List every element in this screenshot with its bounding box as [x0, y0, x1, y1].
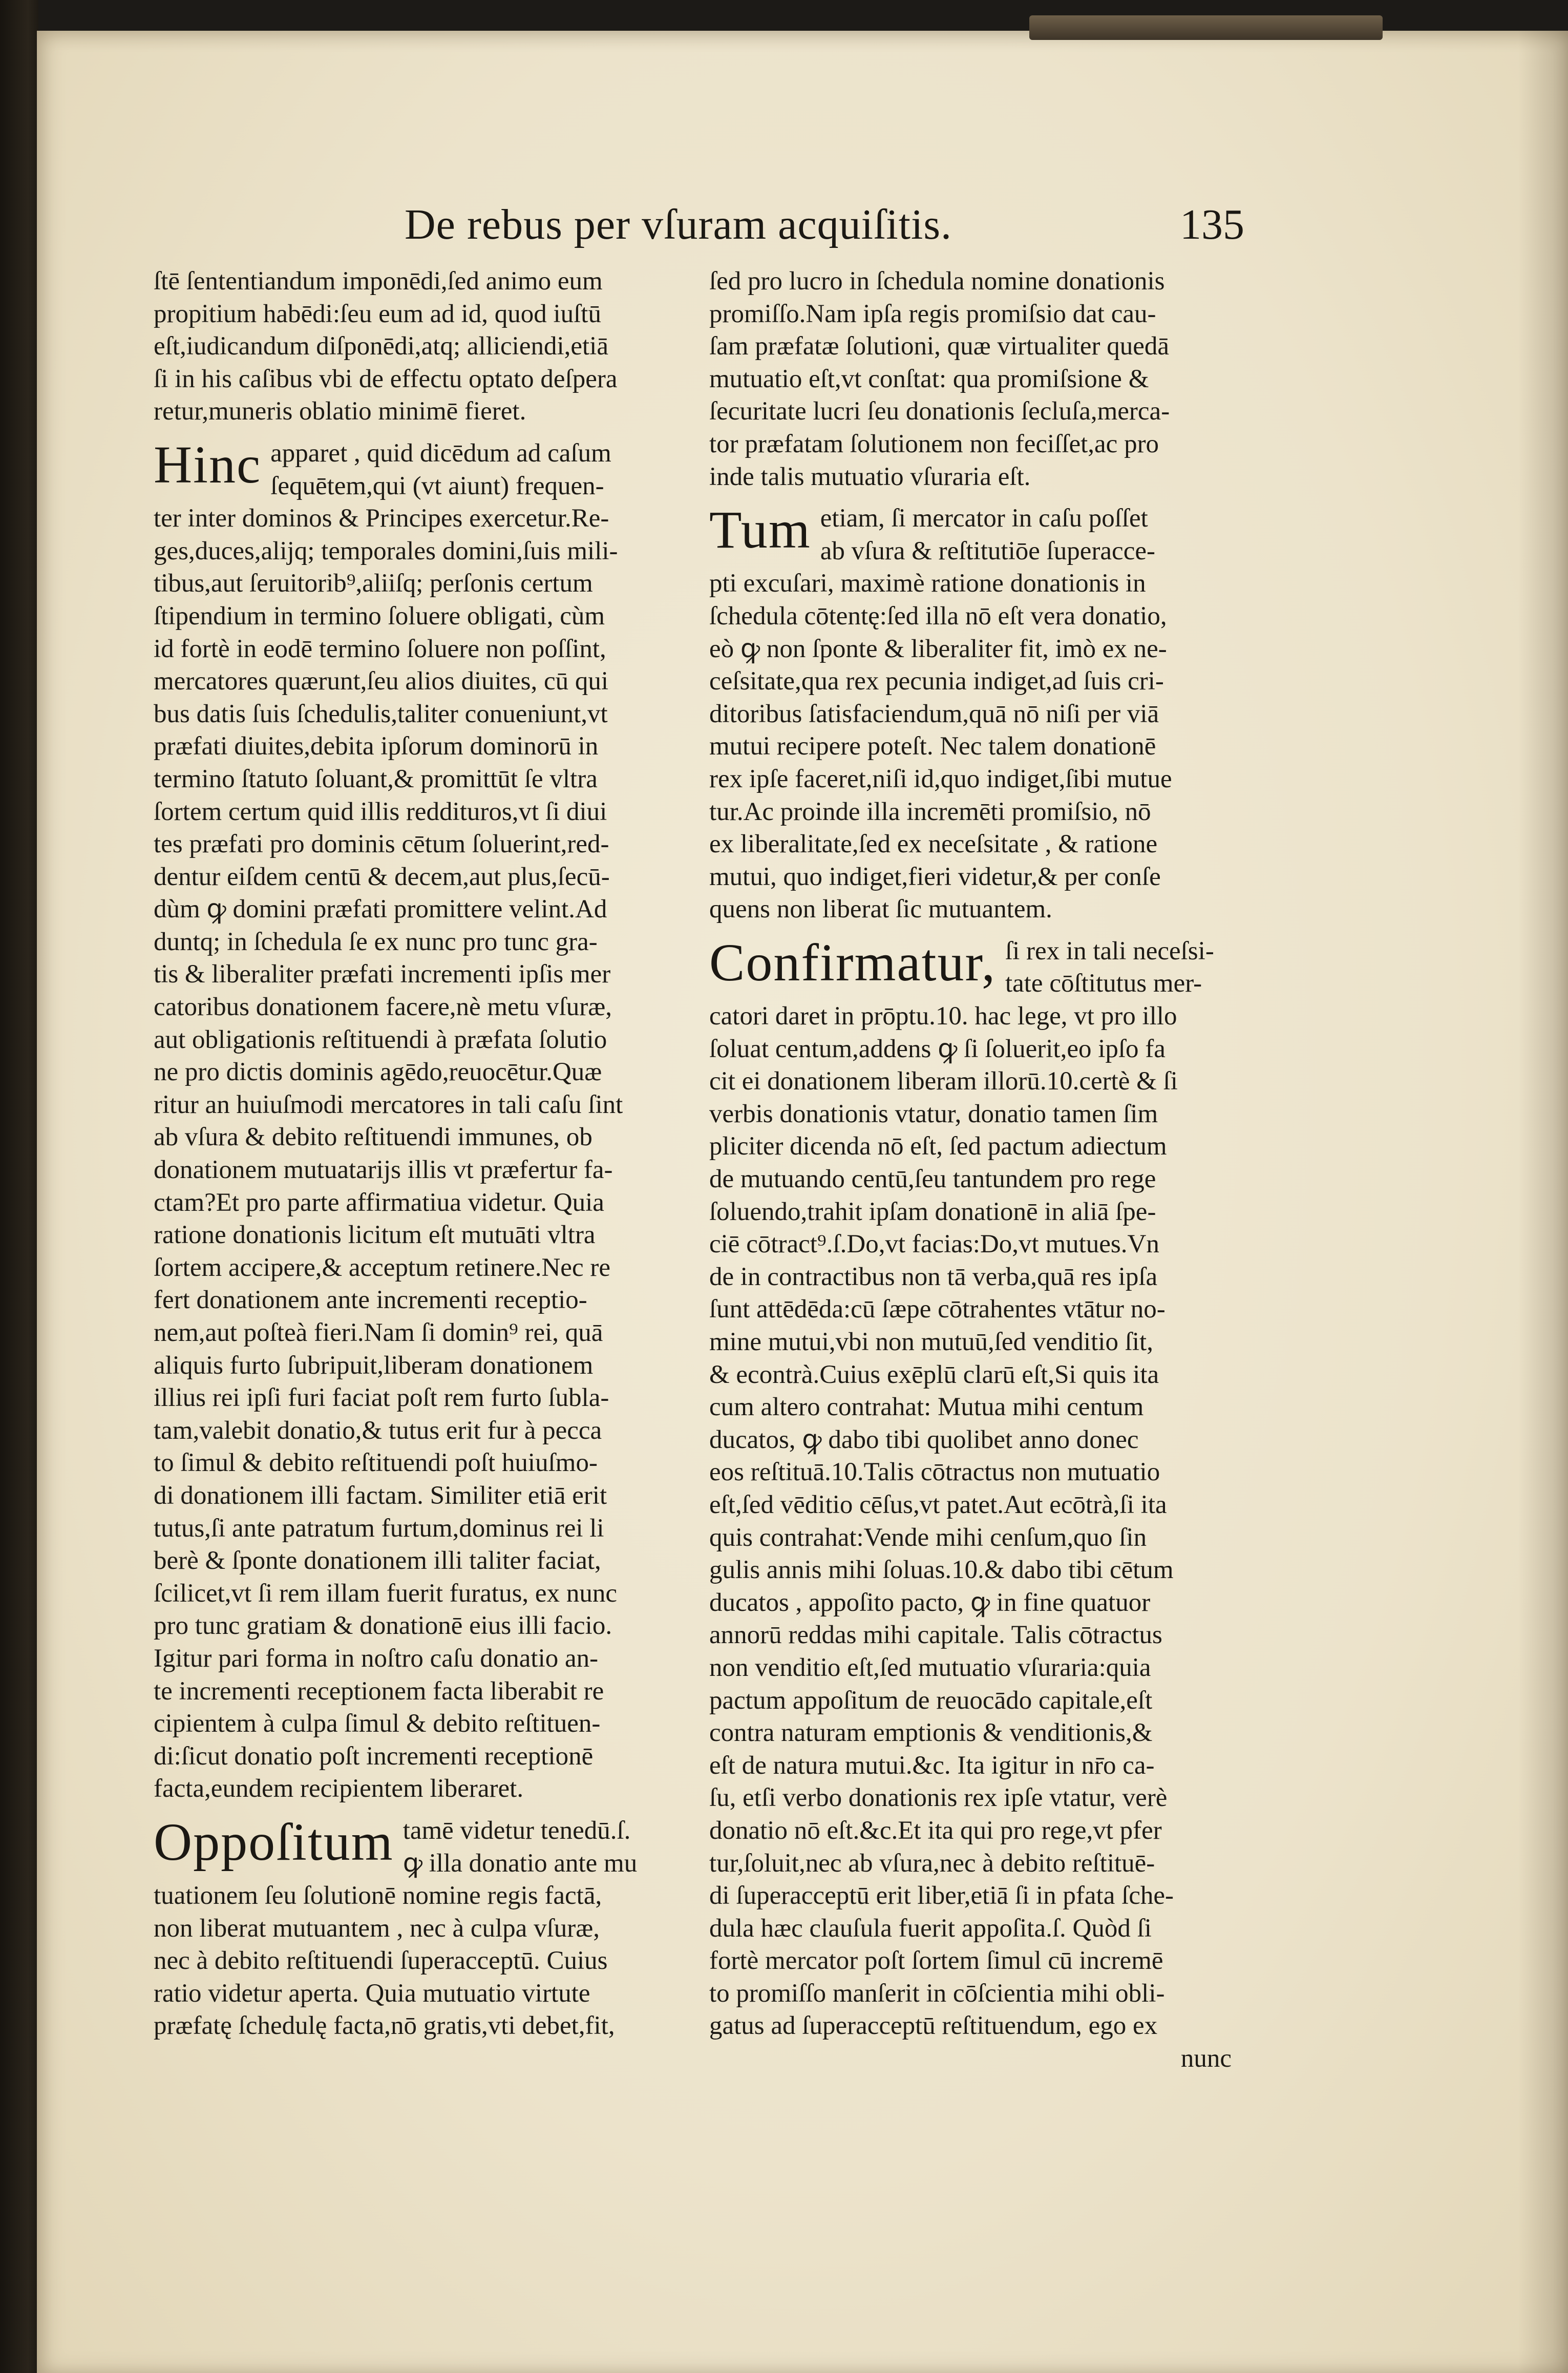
- text-line: verbis donationis vtatur, donatio tamen ſim: [709, 1099, 1158, 1128]
- text-line: ne pro dictis dominis agēdo,reuocētur.Quæ: [154, 1058, 602, 1087]
- text-line: aut obligationis reſtituendi à præfata ſolutio: [154, 1025, 607, 1054]
- catchword: nunc: [1180, 2044, 1232, 2073]
- text-line: Igitur pari forma in noſtro caſu donatio an-: [154, 1644, 599, 1673]
- text-line: ſortem certum quid illis reddituros,vt ſi diui: [154, 797, 607, 826]
- running-title: De rebus per vſuram acquiſitis.: [405, 201, 952, 248]
- text-line: ſequētem,qui (vt aiunt) frequen-: [270, 471, 604, 500]
- text-line: de mutuando centū,ſeu tantundem pro rege: [709, 1165, 1156, 1194]
- paragraph-opening: [154, 1812, 681, 1880]
- text-line: duntq; in ſchedula ſe ex nunc pro tunc gra-: [154, 927, 598, 956]
- text-line: promiſſo.Nam ipſa regis promiſsio dat cau-: [709, 299, 1156, 328]
- text-line: mine mutui,vbi non mutuū,ſed venditio ſit,: [709, 1328, 1153, 1356]
- text-line: bus datis ſuis ſchedulis,taliter conueniunt,vt: [154, 699, 608, 728]
- text-line: di:ſicut donatio poſt incrementi receptionē: [154, 1741, 594, 1771]
- text-line: dula hæc clauſula fuerit appoſita.ſ. Quòd ſi: [709, 1914, 1152, 1943]
- text-line: ſam præfatæ ſolutioni, quæ virtualiter quedā: [709, 332, 1170, 361]
- text-line: pti excuſari, maximè ratione donationis in: [709, 569, 1146, 598]
- text-line: tur.Ac proinde illa incremēti promiſsio, nō: [709, 797, 1151, 826]
- text-line: fert donationem ante incrementi receptio-: [154, 1286, 587, 1315]
- text-line: tuationem ſeu ſolutionē nomine regis factā,: [154, 1881, 602, 1910]
- text-line: cum altero contrahat: Mutua mihi centum: [709, 1393, 1144, 1422]
- text-line: ges,duces,alijq; temporales domini,ſuis mili-: [154, 536, 618, 565]
- text-line: ditoribus ſatisfaciendum,quā nō niſi per viā: [709, 699, 1159, 728]
- text-line: berè & ſponte donationem illi taliter faciat,: [154, 1546, 601, 1576]
- left-text-column: [154, 265, 681, 2043]
- text-line: to promiſſo manſerit in cōſcientia mihi obli-: [709, 1979, 1165, 2008]
- text-line: ducatos , appoſito pacto, ꝙ in fine quatuor: [709, 1588, 1151, 1617]
- text-line: eſt de natura mutui.&c. Ita igitur in nr̄o ca-: [709, 1751, 1155, 1780]
- paragraph-with-initial: [709, 502, 1237, 926]
- text-line: donationem mutuatarijs illis vt præfertur fa-: [154, 1156, 613, 1185]
- text-line: ratione donationis licitum eſt mutuāti vltra: [154, 1221, 596, 1250]
- text-line: rex ipſe faceret,niſi id,quo indiget,ſibi mutue: [709, 764, 1172, 793]
- text-line: tate cōſtitutus mer-: [1005, 969, 1202, 998]
- text-line: præfati diuites,debita ipſorum dominorū in: [154, 732, 599, 761]
- text-line: gatus ad ſuperacceptū reſtituendum, ego ex: [709, 2011, 1158, 2041]
- text-line: gulis annis mihi ſoluas.10.& dabo tibi cētum: [709, 1556, 1174, 1585]
- text-line: ſoluat centum,addens ꝙ ſi ſoluerit,eo ipſo fa: [709, 1034, 1166, 1063]
- text-line: præfatę ſchedulę facta,nō gratis,vti debet,fit,: [154, 2011, 615, 2041]
- initial-word: Confirmatur,: [709, 933, 996, 992]
- text-line: tibus,aut ſeruitorib⁹,aliiſq; perſonis certum: [154, 569, 593, 598]
- paragraph-with-initial: [154, 1812, 681, 2043]
- text-line: quis contrahat:Vende mihi cenſum,quo ſin: [709, 1523, 1147, 1552]
- text-line: eos reſtituā.10.Talis cōtractus non mutuatio: [709, 1458, 1160, 1487]
- paragraph-opening: [709, 502, 1237, 568]
- binding-strip: [1029, 15, 1383, 40]
- text-line: te incrementi receptionem facta liberabit re: [154, 1676, 604, 1706]
- text-line: ſecuritate lucri ſeu donationis ſecluſa,merca-: [709, 397, 1170, 426]
- text-line: ritur an huiuſmodi mercatores in tali caſu ſint: [154, 1090, 623, 1119]
- text-line: dentur eiſdem centū & decem,aut plus,ſecū-: [154, 862, 610, 891]
- text-line: dùm ꝙ domini præfati promittere velint.Ad: [154, 895, 607, 924]
- text-line: id fortè in eodē termino ſoluere non poſſint,: [154, 634, 606, 663]
- text-line: ex liberalitate,ſed ex neceſsitate , & ratione: [709, 830, 1158, 859]
- text-line: retur,muneris oblatio minimē fieret.: [154, 397, 526, 426]
- initial-word: Tum: [709, 500, 811, 560]
- text-line: ſchedula cōtentę:ſed illa nō eſt vera donatio,: [709, 601, 1167, 631]
- text-line: termino ſtatuto ſoluant,& promittūt ſe vltra: [154, 764, 598, 793]
- paragraph-with-initial: [154, 437, 681, 1805]
- text-line: ſi rex in tali neceſsi-: [1005, 936, 1214, 965]
- text-line: ꝙ illa donatio ante mu: [402, 1849, 638, 1878]
- text-line: catoribus donationem facere,nè metu vſuræ,: [154, 993, 612, 1022]
- text-line: tutus,ſi ante patratum furtum,dominus rei li: [154, 1514, 604, 1543]
- paragraph-opening: [709, 935, 1237, 1000]
- text-line: non venditio eſt,ſed mutuatio vſuraria:quia: [709, 1653, 1151, 1682]
- text-line: ſtipendium in termino ſoluere obligati, cùm: [154, 601, 605, 631]
- text-line: eſt,ſed vēditio cēſus,vt patet.Aut ecōtrà,ſi ita: [709, 1490, 1167, 1519]
- text-line: illius rei ipſi furi faciat poſt rem furto ſubla-: [154, 1383, 609, 1413]
- text-line: fortè mercator poſt ſortem ſimul cū incremē: [709, 1946, 1163, 1976]
- text-line: di donationem illi factam. Similiter etiā erit: [154, 1481, 607, 1510]
- text-line: ter inter dominos & Principes exercetur.Re-: [154, 504, 609, 533]
- paragraph-with-initial: [709, 935, 1237, 2043]
- text-line: ciē cōtract⁹.ſ.Do,vt facias:Do,vt mutues.Vn: [709, 1230, 1159, 1259]
- text-line: aliquis furto ſubripuit,liberam donationem: [154, 1351, 594, 1380]
- text-line: tamē videtur tenedū.ſ.: [402, 1816, 631, 1845]
- text-line: pliciter dicenda nō eſt, ſed pactum adiectum: [709, 1132, 1167, 1161]
- text-line: contra naturam emptionis & venditionis,&: [709, 1718, 1153, 1748]
- text-line: cit ei donationem liberam illorū.10.certè & ſi: [709, 1067, 1178, 1096]
- text-line: ctam?Et pro parte affirmatiua videtur. Quia: [154, 1188, 604, 1217]
- text-line: donatio nō eſt.&c.Et ita qui pro rege,vt pfer: [709, 1816, 1162, 1845]
- page-number: 135: [1180, 201, 1244, 248]
- initial-word: Hinc: [154, 435, 262, 494]
- text-line: cipientem à culpa ſimul & debito reſtituen-: [154, 1709, 601, 1738]
- text-line: non liberat mutuantem , nec à culpa vſuræ,: [154, 1914, 600, 1943]
- text-line: mutui, quo indiget,fieri videtur,& per conſe: [709, 862, 1161, 891]
- text-line: pro tunc gratiam & donationē eius illi facio.: [154, 1611, 612, 1641]
- text-line: ſcilicet,vt ſi rem illam fuerit furatus, ex nunc: [154, 1579, 617, 1608]
- text-line: ratio videtur aperta. Quia mutuatio virtute: [154, 1979, 590, 2008]
- paragraph-opening: [154, 437, 681, 502]
- text-line: ſtē ſententiandum imponēdi,ſed animo eum: [154, 267, 603, 296]
- text-line: di ſuperacceptū erit liber,etiā ſi in pfata ſche-: [709, 1881, 1174, 1910]
- text-line: ſortem accipere,& acceptum retinere.Nec re: [154, 1253, 610, 1282]
- text-line: ducatos, ꝙ dabo tibi quolibet anno donec: [709, 1425, 1139, 1454]
- text-line: inde talis mutuatio vſuraria eſt.: [709, 462, 1031, 491]
- text-line: tur,ſoluit,nec ab vſura,nec à debito reſtituē-: [709, 1849, 1155, 1878]
- text-line: to ſimul & debito reſtituendi poſt huiuſmo-: [154, 1448, 598, 1478]
- text-line: pactum appoſitum de reuocādo capitale,eſt: [709, 1686, 1153, 1715]
- text-line: & econtrà.Cuius exēplū clarū eſt,Si quis ita: [709, 1360, 1159, 1389]
- text-line: eò ꝙ non ſponte & liberaliter fit, imò ex ne-: [709, 634, 1167, 663]
- text-line: etiam, ſi mercator in caſu poſſet: [820, 504, 1148, 533]
- page-edge-shadow: [1518, 31, 1568, 2373]
- text-line: ſed pro lucro in ſchedula nomine donationis: [709, 267, 1165, 296]
- page-header: [405, 200, 1244, 256]
- text-line: tor præfatam ſolutionem non feciſſet,ac pro: [709, 429, 1159, 458]
- text-line: catori daret in prōptu.10. hac lege, vt pro illo: [709, 1002, 1177, 1031]
- right-text-column: [709, 265, 1237, 2075]
- paragraph: [154, 265, 681, 428]
- initial-word: Oppoſitum: [154, 1812, 394, 1872]
- text-line: ceſsitate,qua rex pecunia indiget,ad ſuis cri-: [709, 667, 1164, 696]
- text-line: eſt,iudicandum diſponēdi,atq; alliciendi,etiā: [154, 332, 608, 361]
- text-line: facta,eundem recipientem liberaret.: [154, 1774, 524, 1803]
- text-line: mutui recipere poteſt. Nec talem donationē: [709, 732, 1156, 761]
- text-line: nec à debito reſtituendi ſuperacceptū. Cuius: [154, 1946, 608, 1976]
- text-line: ab vſura & debito reſtituendi immunes, ob: [154, 1123, 592, 1152]
- text-line: ſoluendo,trahit ipſam donationē in aliā ſpe-: [709, 1197, 1156, 1226]
- text-line: tis & liberaliter præfati incrementi ipſis mer: [154, 960, 611, 989]
- text-line: mutuatio eſt,vt conſtat: qua promiſsione &: [709, 364, 1149, 393]
- text-line: ab vſura & reſtitutiōe ſuperacce-: [820, 536, 1155, 565]
- text-line: apparet , quid dicēdum ad caſum: [270, 438, 611, 468]
- text-line: annorū reddas mihi capitale. Talis cōtractus: [709, 1621, 1162, 1650]
- text-line: ſi in his caſibus vbi de effectu optato deſpera: [154, 364, 618, 393]
- text-line: ſunt attēdēda:cū ſæpe cōtrahentes vtātur no-: [709, 1295, 1166, 1324]
- text-line: mercatores quærunt,ſeu alios diuites, cū qui: [154, 667, 609, 696]
- text-line: ſu, etſi verbo donationis rex ipſe vtatur, verè: [709, 1783, 1168, 1813]
- text-line: tes præfati pro dominis cētum ſoluerint,red-: [154, 830, 609, 859]
- text-line: nem,aut poſteà fieri.Nam ſi domin⁹ rei, quā: [154, 1318, 603, 1347]
- text-line: propitium habēdi:ſeu eum ad id, quod iuſtū: [154, 299, 601, 328]
- text-line: de in contractibus non tā verba,quā res ipſa: [709, 1262, 1158, 1291]
- paragraph: [709, 265, 1237, 493]
- text-line: tam,valebit donatio,& tutus erit fur à pecca: [154, 1416, 602, 1445]
- text-line: quens non liberat ſic mutuantem.: [709, 895, 1052, 924]
